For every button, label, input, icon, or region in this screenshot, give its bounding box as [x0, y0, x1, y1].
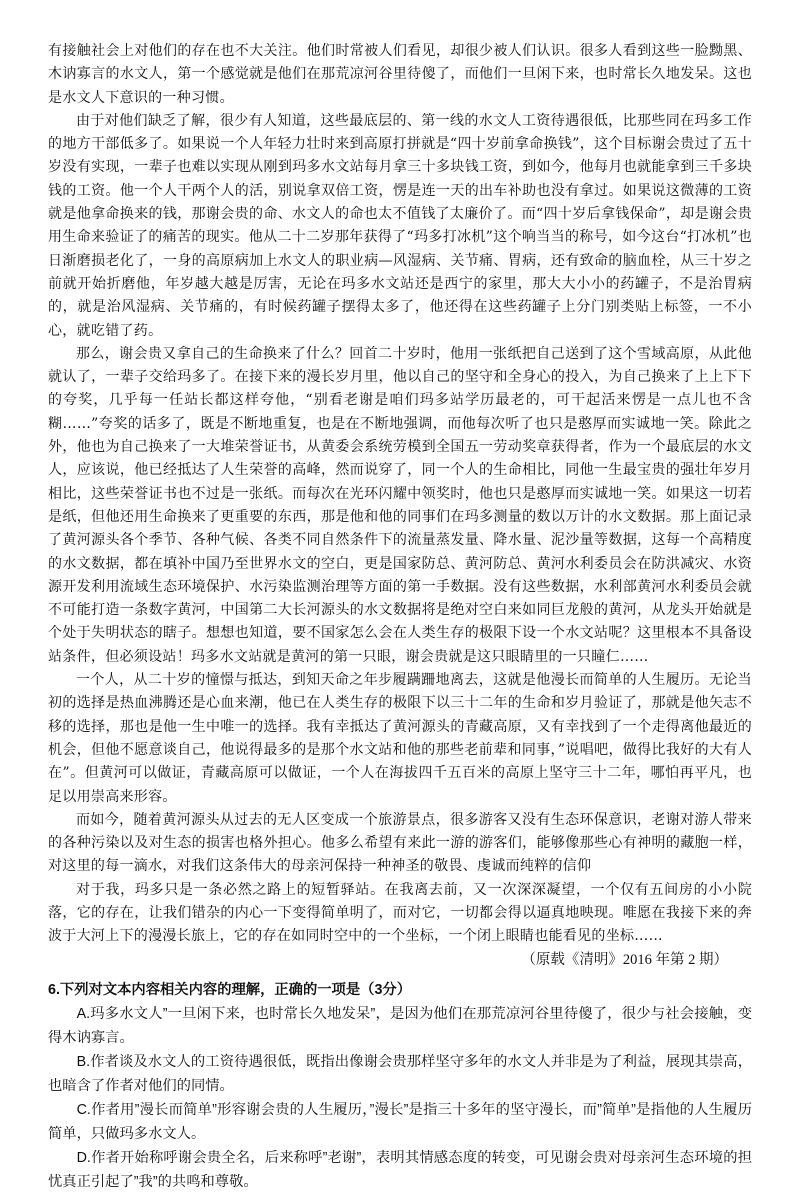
article-paragraph-3: 那么，谢会贵又拿自己的生命换来了什么？回首二十岁时，他用一张纸把自己送到了这个雪域高原，从此他就认了，一辈子交给玛多了。在接下来的漫长岁月里，他以自己的坚守和全身心的投入，为自己换来了上上下下的夸奖，几乎每一任站长都这样夸他，“别看老谢是咱们玛多站学历最老的，可干起活来愣是一点儿也不含糊……”夸奖的话多了，既是不断地重复，也是在不断地强调，而他每次听了也只是憨厚而实诚地一笑。除此之外，他也为自己换来了一大堆荣誉证书，从黄委会系统劳模到全国五一劳动奖章获得者，作为一个最底层的水文人，应该说，他已经抵达了人生荣誉的高峰，然而说穿了，同一个人的生命相比，同他一生最宝贵的强壮年岁月相比，这些荣誉证书也不过是一张纸。而每次在光环闪耀中领奖时，他也只是憨厚而实诚地一笑。如果这一切若是纸，但他还用生命换来了更重要的东西，那是他和他的同事们在玛多测量的数以万计的水文数据。那上面记录了黄河源头各个季节、各种气候、各类不同自然条件下的流量蒸发量、降水量、泥沙量等数据，这每一个高精度的水文数据，都在填补中国乃至世界水文的空白，更是国家防总、黄河防总、黄河水利委员会在防洪减灾、水资源开发利用流域生态环境保护、水污染监测治理等方面的第一手数据。没有这些数据，水利部黄河水利委员会就不可能打造一条数字黄河，中国第二大长河源头的水文数据将是绝对空白来如同巨龙般的黄河，从龙头开始就是个处于失明状态的瞎子。想想也知道，要不国家怎么会在人类生存的极限下设一个水文站呢？这里根本不具备设站条件，但必须设站！玛多水文站就是黄河的第一只眼，谢会贵就是这只眼睛里的一只瞳仁…… — [48, 345, 752, 665]
article-paragraph-1: 有接触社会上对他们的存在也不大关注。他们时常被人们看见，却很少被人们认识。很多人看到这些一脸黝黑、木讷寡言的水文人，第一个感觉就是他们在那荒凉河谷里待傻了，而他们一旦闲下来，也时常长久地发呆。这也是水文人下意识的一种习惯。 — [48, 43, 752, 106]
article-source: （原载《清明》2016 年第 2 期） — [521, 951, 728, 968]
question-block — [48, 978, 752, 1194]
option-d[interactable]: D.作者开始称呼谢会贵全名，后来称呼”老谢”，表明其情感态度的转变，可见谢会贵对母亲河生态环境的担忧真正引起了”我”的共鸣和尊敬。 — [48, 1149, 752, 1190]
question-title: 6.下列对文本内容相关内容的理解，正确的一项是（3分） — [48, 981, 411, 998]
document-page — [48, 40, 752, 1194]
option-b[interactable]: B.作者谈及水文人的工资待遇很低，既指出像谢会贵那样坚守多年的水文人并非是为了利益，展现其崇高，也暗含了作者对他们的同情。 — [48, 1053, 752, 1094]
option-a[interactable]: A.玛多水文人”一旦闲下来，也时常长久地发呆”，是因为他们在那荒凉河谷里待傻了，很少与社会接触，变得木讷寡言。 — [48, 1005, 752, 1046]
article-paragraph-4: 一个人，从二十岁的憧憬与抵达，到知天命之年步履蹒跚地离去，这就是他漫长而简单的人生履历。无论当初的选择是热血沸腾还是心血来潮，他已在人类生存的极限下以三十二年的生命和岁月验证了，那就是他矢志不移的选择，那也是他一生中唯一的选择。我有幸抵达了黄河源头的青藏高原，又有幸找到了一个走得离他最近的机会，但他不愿意谈自己，他说得最多的是那个水文站和他的那些老前辈和同事，”说唱吧，做得比我好的大有人在”。但黄河可以做证，青藏高原可以做证，一个人在海拔四千五百米的高原上坚守三十二年，哪怕再平凡，也足以用崇高来形容。 — [48, 672, 752, 805]
option-c[interactable]: C.作者用”漫长而简单”形容谢会贵的人生履历，”漫长”是指三十多年的坚守漫长，而”简单”是指他的人生履历简单，只做玛多水文人。 — [48, 1101, 752, 1142]
article-paragraph-5: 而如今，随着黄河源头从过去的无人区变成一个旅游景点，很多游客又没有生态环保意识，老谢对游人带来的各种污染以及对生态的损害也格外担心。他多么希望有来此一游的游客们，能够像那些心有神明的藏胞一样，对这里的每一滴水，对我们这条伟大的母亲河保持一种神圣的敬畏、虔诚而纯粹的信仰 — [48, 811, 752, 875]
article-paragraph-2: 由于对他们缺乏了解，很少有人知道，这些最底层的、第一线的水文人工资待遇很低，比那些同在玛多工作的地方干部低多了。如果说一个人年轻力壮时来到高原打拼就是“四十岁前拿命换钱”，这个目标谢会贵过了五十岁没有实现，一辈子也难以实现从刚到玛多水文站每月拿三十多块钱工资，到如今，他每月也就能拿到三千多块钱的工资。他一个人干两个人的活，别说拿双倍工资，愣是连一天的出车补助也没有拿过。如果说这微薄的工资就是他拿命换来的钱，那谢会贵的命、水文人的命也太不值钱了太廉价了。而“四十岁后拿钱保命”，却是谢会贵用生命来验证了的痛苦的现实。他从二十二岁那年获得了“玛多打冰机”这个响当当的称号，如今这台“打冰机”也日渐磨损老化了，一身的高原病加上水文人的职业病—风湿病、关节痛、胃病，还有致命的脑血栓，从三十岁之前就开始折磨他，年岁越大越是厉害，无论在玛多水文站还是西宁的家里，那大大小小的药罐子，不是治胃病的，就是治风湿病、关节痛的，有时候药罐子摆得太多了，他还得在这些药罐子上分门别类贴上标签，一不小心，就吃错了药。 — [48, 112, 752, 339]
article-paragraph-6: 对于我，玛多只是一条必然之路上的短暂驿站。在我离去前，又一次深深凝望，一个仅有五间房的小小院落，它的存在，让我们错杂的内心一下变得简单明了，而对它，一切都会得以逼真地映现。唯愿在我接下来的奔波于大河上下的漫漫长旅上，它的存在如同时空中的一个坐标，一个闭上眼睛也能看见的坐标…… — [48, 881, 752, 945]
